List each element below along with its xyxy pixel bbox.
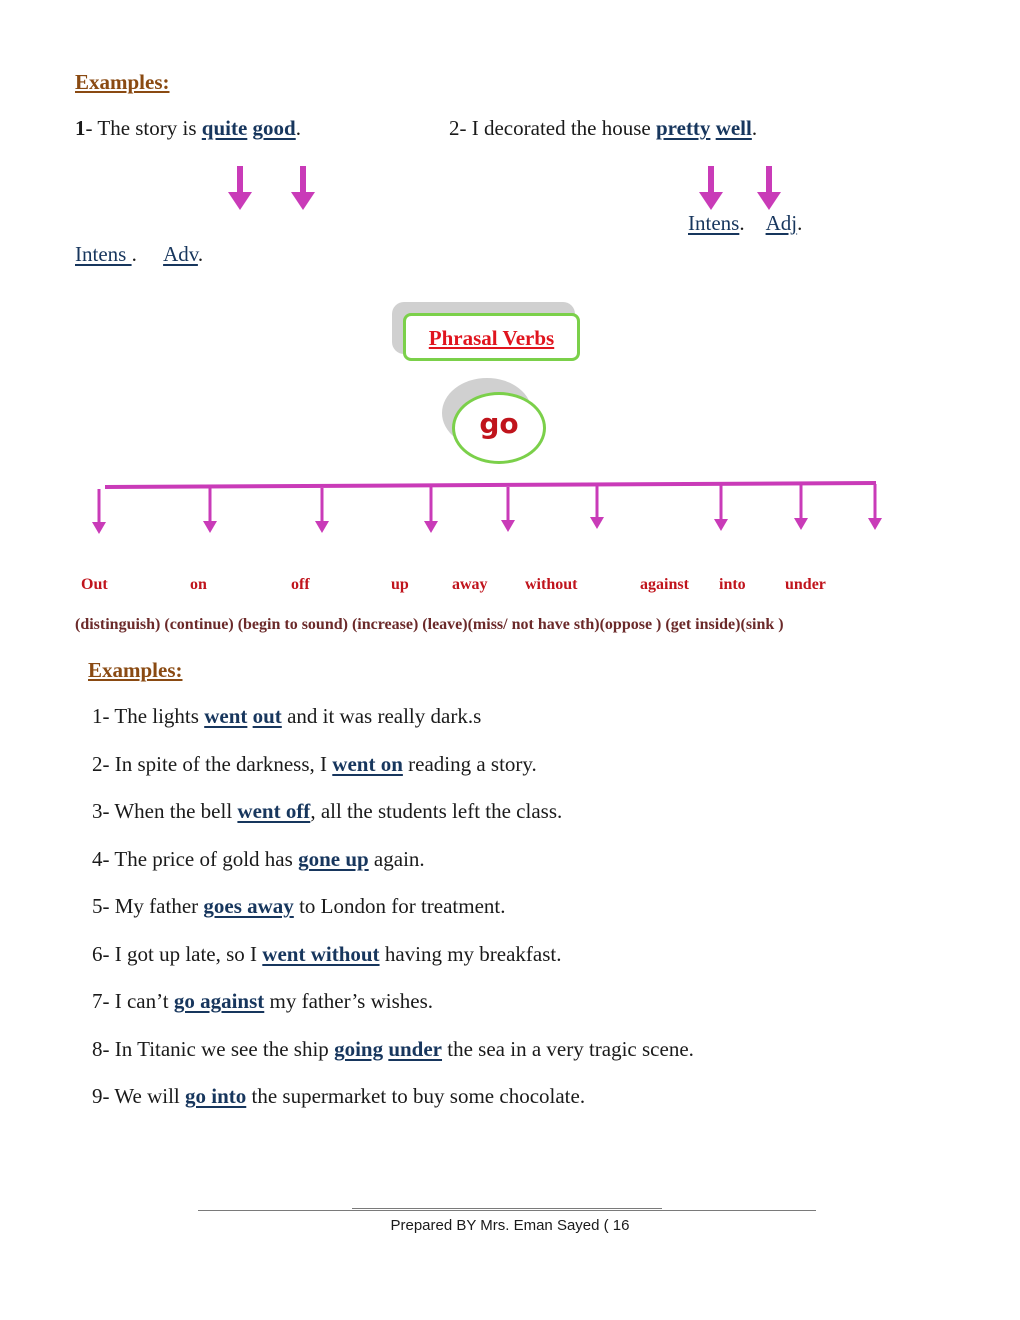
label-adv: Adv — [163, 242, 198, 266]
keyword-good: good — [252, 116, 296, 140]
examples-heading-1: Examples: — [75, 70, 170, 94]
phrasal-verbs-title: Phrasal Verbs — [428, 326, 555, 350]
keyword-out: out — [252, 704, 282, 728]
branch-label-on: on — [190, 576, 207, 593]
footer-divider — [198, 1210, 816, 1211]
text: the supermarket to buy some chocolate. — [246, 1084, 586, 1108]
labels-intens-adv: Intens . Adv. — [75, 242, 204, 266]
keyword: went without — [262, 942, 380, 966]
branch-arrow-into — [794, 485, 808, 530]
text: my father’s wishes. — [264, 989, 434, 1013]
branch-label-under: under — [785, 576, 826, 593]
keyword-well: well — [715, 116, 752, 140]
text: 4- The price of gold has — [92, 847, 299, 871]
keyword: went on — [332, 752, 403, 776]
phrasal-example-1 — [92, 704, 481, 729]
text: and it was really dark.s — [281, 704, 482, 728]
keyword: went off — [237, 799, 311, 823]
text: 3- When the bell — [92, 799, 238, 823]
text: the sea in a very tragic scene. — [442, 1037, 694, 1061]
text: . — [295, 116, 301, 140]
text: 8- In Titanic we see the ship — [92, 1037, 335, 1061]
branch-arrow-against — [714, 485, 728, 531]
branch-label-away: away — [452, 576, 488, 593]
keyword: goes away — [203, 894, 294, 918]
branch-arrow-under — [868, 484, 882, 530]
phrasal-example-5 — [92, 894, 506, 919]
phrasal-example-8 — [92, 1037, 694, 1062]
branch-arrow-on — [203, 488, 217, 533]
text: 6- I got up late, so I — [92, 942, 263, 966]
text: 2- I decorated the house — [449, 116, 656, 140]
branch-label-up: up — [391, 576, 409, 593]
branch-label-against: against — [640, 576, 689, 593]
text: again. — [368, 847, 425, 871]
branch-arrow-up — [424, 487, 438, 533]
text: 9- We will — [92, 1084, 185, 1108]
branch-arrow-away — [501, 487, 515, 532]
text: . — [751, 116, 758, 140]
text: 2- In spite of the darkness, I — [92, 752, 333, 776]
example-number: 1 — [75, 116, 86, 140]
phrasal-example-4 — [92, 847, 425, 872]
text: , all the students left the class. — [310, 799, 563, 823]
branch-label-off: off — [291, 576, 310, 593]
center-verb: go — [479, 407, 519, 440]
branch-arrow-without — [590, 486, 604, 529]
branch-label-into: into — [719, 576, 746, 593]
phrasal-example-7 — [92, 989, 433, 1014]
keyword: go into — [185, 1084, 247, 1108]
keyword-under: under — [388, 1037, 443, 1061]
label-intens: Intens — [75, 242, 132, 266]
examples-heading-2: Examples: — [88, 658, 183, 682]
text: reading a story. — [402, 752, 537, 776]
phrasal-example-2 — [92, 752, 537, 777]
text: having my breakfast. — [379, 942, 562, 966]
keyword-quite: quite — [201, 116, 248, 140]
branch-arrow-off — [315, 488, 329, 533]
text: 1- The lights — [92, 704, 205, 728]
branch-meanings: (distinguish) (continue) (begin to sound) (increase) (leave)(miss/ not have sth)(oppose ) (get inside)(sink ) — [75, 616, 784, 633]
footer-divider-top — [352, 1208, 662, 1209]
footer-text: Prepared BY Mrs. Eman Sayed ( 16 — [390, 1217, 630, 1234]
keyword: go against — [173, 989, 265, 1013]
text: 7- I can’t — [92, 989, 174, 1013]
keyword-pretty: pretty — [656, 116, 711, 140]
keyword: gone up — [298, 847, 369, 871]
branch-arrow-out — [92, 489, 106, 534]
label-intens: Intens — [688, 211, 740, 235]
text: to London for treatment. — [293, 894, 506, 918]
phrasal-example-9 — [92, 1084, 585, 1109]
keyword-going: going — [334, 1037, 384, 1061]
text: 5- My father — [92, 894, 204, 918]
text: - The story is — [85, 116, 202, 140]
label-adj: Adj — [765, 211, 798, 235]
phrasal-example-3 — [92, 799, 562, 824]
branch-label-without: without — [525, 576, 578, 593]
labels-intens-adj: Intens. Adj. — [688, 211, 803, 235]
branch-diagram — [0, 0, 1020, 560]
phrasal-example-6 — [92, 942, 562, 967]
branch-label-out: Out — [81, 576, 108, 593]
branch-bar — [105, 483, 876, 487]
keyword-went: went — [204, 704, 248, 728]
